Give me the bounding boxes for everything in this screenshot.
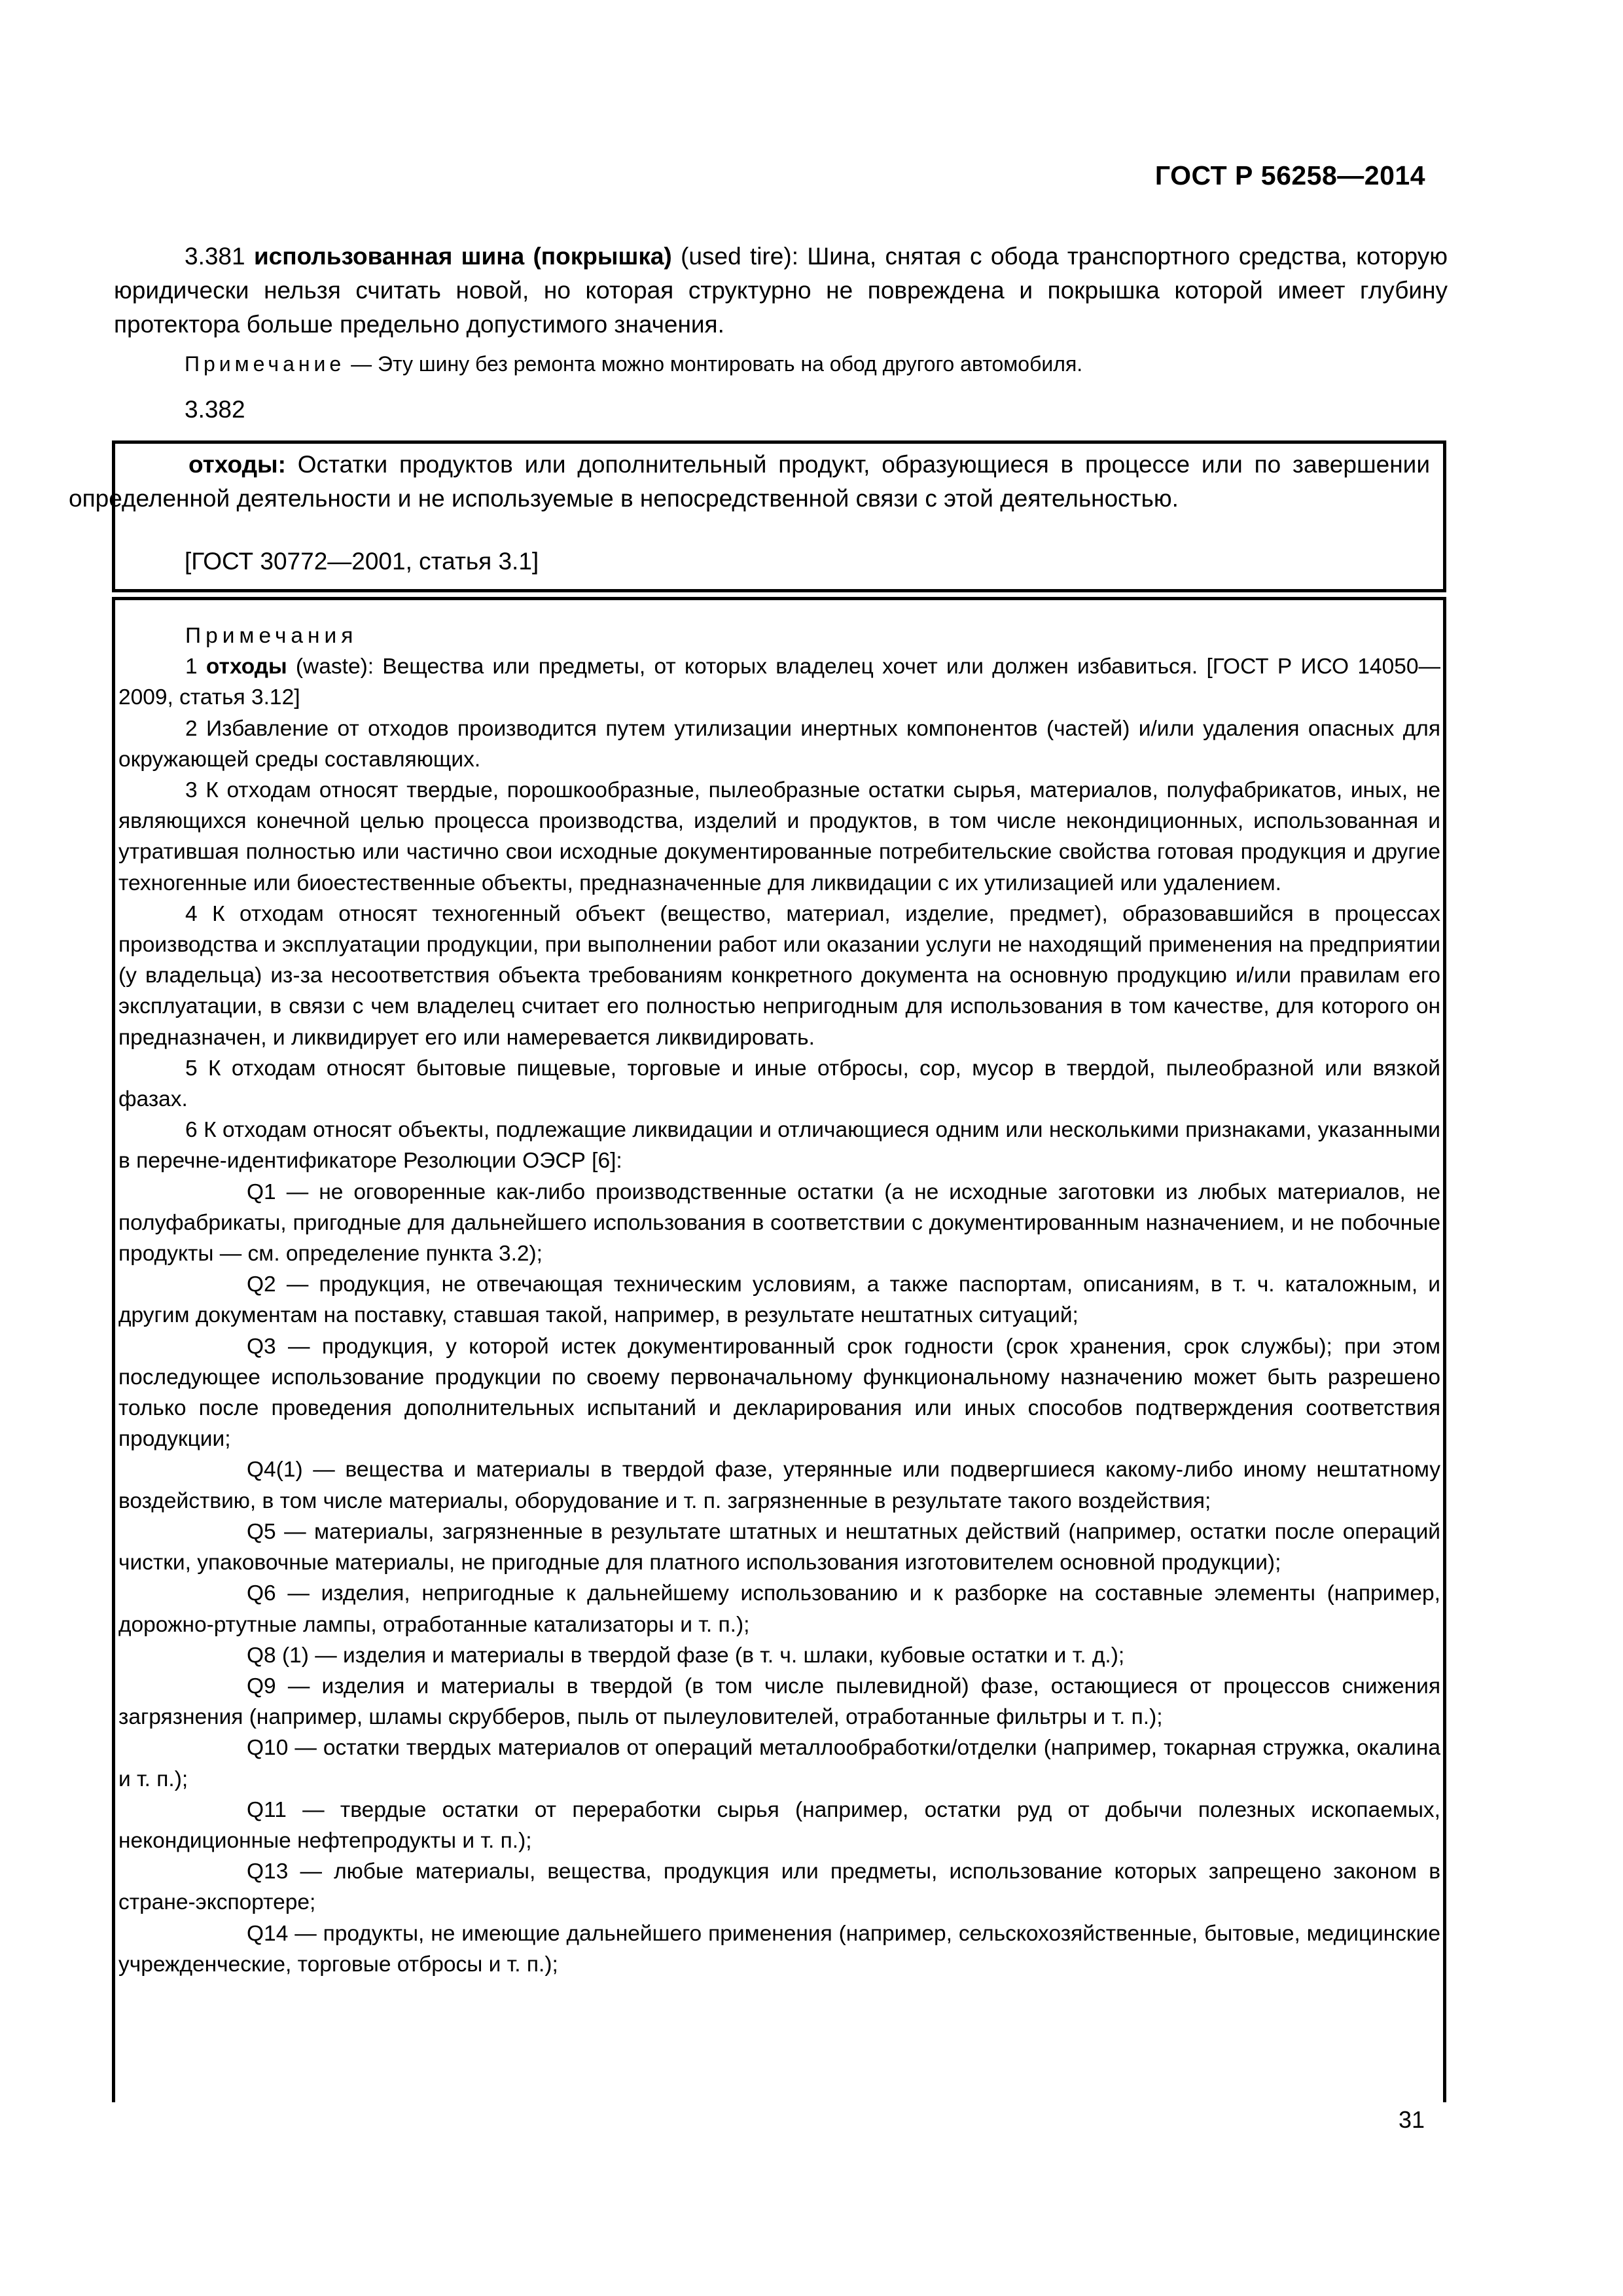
note-3-381 xyxy=(185,349,1448,379)
list-item-text: Q3 — продукция, у которой истек документированный срок годности (срок хранения, срок службы); при этом последующее использование продукции по своему первоначальному функциональному назначению может быть разрешено только после проведения дополнительных испытаний и декларирования или иных способов подтверждения соответствия продукции; xyxy=(118,1334,1440,1452)
list-item-q14 xyxy=(118,1918,1440,1980)
term-name: отходы: xyxy=(188,451,286,478)
term-entry-3-381 xyxy=(114,240,1448,342)
list-item-text: Q10 — остатки твердых материалов от операций металлообработки/отделки (например, токарная стружка, окалина и т. п.); xyxy=(118,1736,1440,1791)
note-5 xyxy=(118,1053,1440,1115)
list-item-q3 xyxy=(118,1331,1440,1455)
term-number-3-382: 3.382 xyxy=(185,396,245,423)
list-item-text: Q1 — не оговоренные как-либо производственные остатки (а не исходные заготовки из любых материалов, не полуфабрикаты, пригодные для дальнейшего использования в соответствии с документированным назначением, и не побочные продукты — см. определение пункта 3.2); xyxy=(118,1179,1440,1266)
list-item-q13 xyxy=(118,1856,1440,1918)
list-item-q9 xyxy=(118,1671,1440,1732)
list-item-q8 xyxy=(118,1640,1440,1671)
notes-title-line xyxy=(118,620,1440,651)
note-1-number: 1 xyxy=(185,655,198,679)
notes-block xyxy=(118,620,1440,1980)
list-item-text: Q14 — продукты, не имеющие дальнейшего применения (например, сельскохозяйственные, бытовые, медицинские учрежденческие, торговые отбросы и т. п.); xyxy=(118,1921,1440,1977)
note-1-text: (waste): Вещества или предметы, от которых владелец хочет или должен избавиться. [ГОСТ Р ИСО 14050—2009, статья 3.12] xyxy=(118,655,1441,710)
list-item-q11 xyxy=(118,1795,1440,1856)
list-item-text: Q9 — изделия и материалы в твердой (в том числе пылевидной) фазе, остающиеся от процессов снижения загрязнения (например, шламы скрубберов, пыль от пылеуловителей, отработанные фильтры и т. п.); xyxy=(118,1674,1440,1730)
list-item-text: Q11 — твердые остатки от переработки сырья (например, остатки руд от добычи полезных ископаемых, некондиционные нефтепродукты и т. п.); xyxy=(118,1797,1440,1853)
note-2-text: 2 Избавление от отходов производится путем утилизации инертных компонентов (частей) и/или удаления опасных для окружающей среды составляющих. xyxy=(118,716,1440,772)
list-item-q6 xyxy=(118,1578,1440,1640)
note-3-text: 3 К отходам относят твердые, порошкообразные, пылеобразные остатки сырья, материалов, полуфабрикатов, иных, не являющихся конечной целью процесса производства, изделий и продуктов, в том числе некондиционных, использованная и утратившая полностью или частично свои исходные документированные потребительские свойства готовая продукция и другие техногенные или биоестественные объекты, предназначенные для ликвидации с их утилизацией или удалением. xyxy=(118,778,1440,895)
note-4-text: 4 К отходам относят техногенный объект (вещество, материал, изделие, предмет), образовавшийся в процессах производства и эксплуатации продукции, при выполнении работ или оказании услуги не находящий применения на предприятии (у владельца) из-за несоответствия объекта требованиям конкретного документа на основную продукцию и/или правилам его эксплуатации, в связи с чем владелец считает его полностью непригодным для использования в том качестве, для которого он предназначен, и ликвидирует его или намеревается ликвидировать. xyxy=(118,901,1440,1050)
list-item-q10 xyxy=(118,1732,1440,1794)
note-6-text: 6 К отходам относят объекты, подлежащие ликвидации и отличающиеся одним или несколькими признаками, указанными в перечне-идентификаторе Резолюции ОЭСР [6]: xyxy=(118,1118,1440,1174)
list-item-q5 xyxy=(118,1516,1440,1578)
list-item-text: Q5 — материалы, загрязненные в результате штатных и нештатных действий (например, остатки после операций чистки, упаковочные материалы, не пригодные для платного использования изготовителем основной продукции); xyxy=(118,1519,1440,1575)
term-definition: Шина, снятая с обода транспортного средства, которую юридически нельзя считать новой, но которая структурно не повреждена и покрышка которой имеет глубину протектора больше предельно допустимого значения. xyxy=(114,243,1448,338)
term-english: (used tire): xyxy=(681,243,798,270)
term-definition-3-382 xyxy=(69,448,1430,516)
list-item-q4 xyxy=(118,1454,1440,1516)
note-5-text: 5 К отходам относят бытовые пищевые, торговые и иные отбросы, сор, мусор в твердой, пылеобразной или вязкой фазах. xyxy=(118,1056,1440,1112)
notes-title: Примечания xyxy=(185,624,358,648)
note-1-term: отходы xyxy=(205,655,287,679)
list-item-q2 xyxy=(118,1269,1440,1331)
term-name: использованная шина (покрышка) xyxy=(253,243,672,270)
note-4 xyxy=(118,899,1440,1053)
term-definition: Остатки продуктов или дополнительный продукт, образующиеся в процессе или по завершении определенной деятельности и не используемые в непосредственной связи с этой деятельностью. xyxy=(69,451,1430,512)
list-item-q1 xyxy=(118,1177,1440,1270)
note-1 xyxy=(118,651,1440,713)
term-number: 3.381 xyxy=(185,243,245,270)
note-text: — Эту шину без ремонта можно монтировать на обод другого автомобиля. xyxy=(351,352,1083,376)
list-item-text: Q8 (1) — изделия и материалы в твердой фазе (в т. ч. шлаки, кубовые остатки и т. д.); xyxy=(247,1643,1125,1668)
note-6 xyxy=(118,1115,1440,1176)
list-item-text: Q13 — любые материалы, вещества, продукция или предметы, использование которых запрещено законом в стране-экспортере; xyxy=(118,1859,1440,1915)
list-item-text: Q4(1) — вещества и материалы в твердой фазе, утерянные или подвергшиеся какому-либо иному нештатному воздействию, в том числе материалы, оборудование и т. п. загрязненные в результате такого воздействия; xyxy=(118,1458,1440,1513)
list-item-text: Q2 — продукция, не отвечающая техническим условиям, а также паспортам, описаниям, в т. ч. каталожным, и другим документам на поставку, ставшая такой, например, в результате нештатных ситуаций; xyxy=(118,1272,1440,1328)
definition-source: [ГОСТ 30772—2001, статья 3.1] xyxy=(185,548,539,575)
standard-designation: ГОСТ Р 56258—2014 xyxy=(1154,160,1425,190)
note-3 xyxy=(118,775,1440,899)
note-label: Примечание xyxy=(185,352,346,376)
page-number: 31 xyxy=(1398,2106,1425,2133)
note-2 xyxy=(118,713,1440,775)
list-item-text: Q6 — изделия, непригодные к дальнейшему использованию и к разборке на составные элементы (например, дорожно-ртутные лампы, отработанные катализаторы и т. п.); xyxy=(118,1581,1440,1637)
